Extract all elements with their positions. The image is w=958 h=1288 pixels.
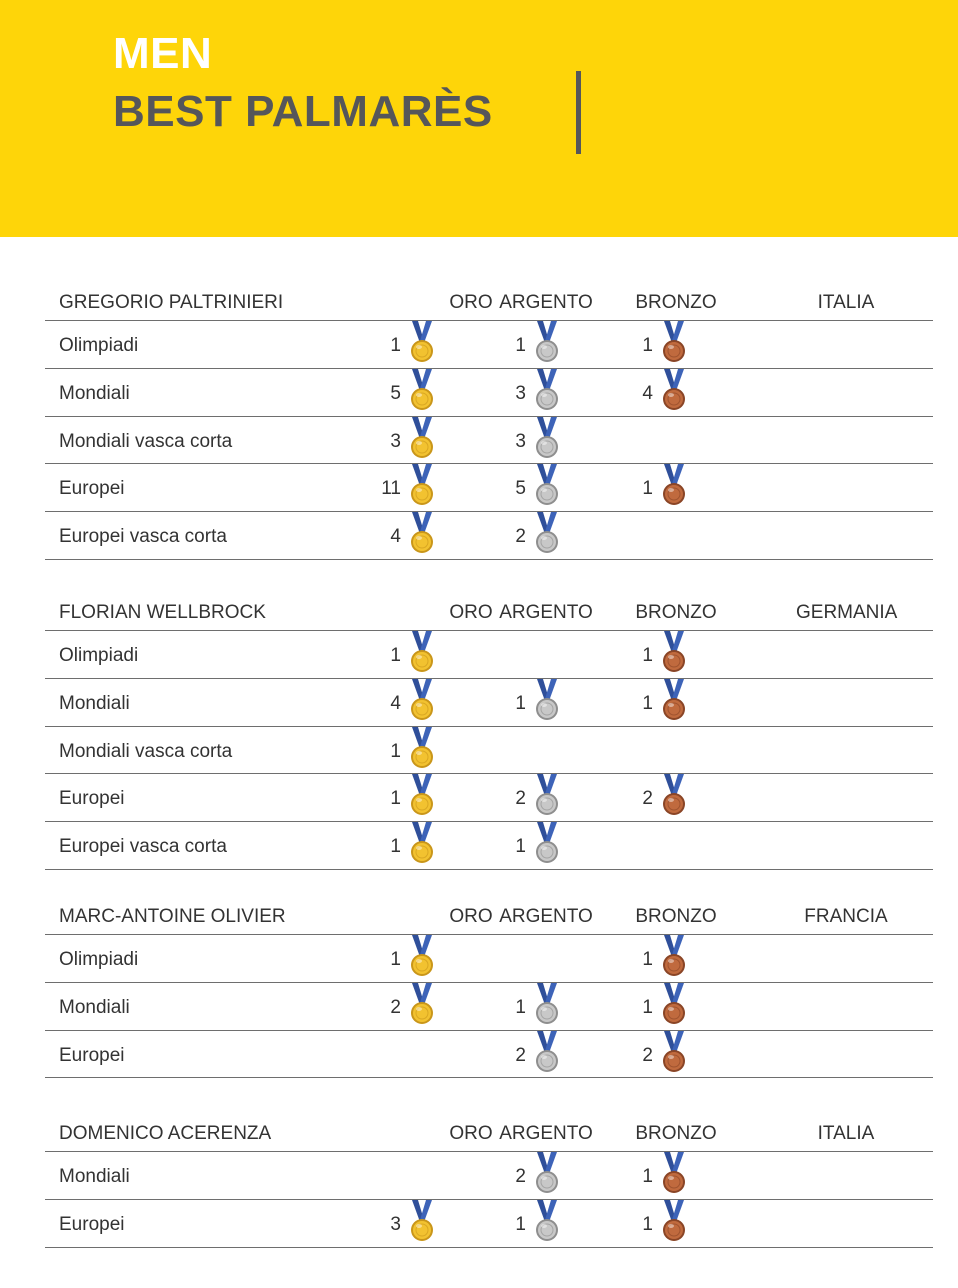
silver-medal-cell	[515, 321, 560, 365]
gold-medal-icon	[409, 631, 435, 675]
silver-medal-icon	[534, 1200, 560, 1244]
silver-count: 1	[515, 836, 526, 858]
silver-count: 2	[515, 788, 526, 810]
silver-medal-cell	[515, 983, 560, 1027]
gold-medal-icon	[409, 369, 435, 413]
table-header	[45, 1119, 933, 1152]
table-row	[45, 417, 933, 465]
gold-count: 1	[390, 740, 401, 762]
bronze-medal-icon	[661, 935, 687, 979]
column-header-bronzo: BRONZO	[635, 906, 717, 927]
gold-medal-icon	[409, 1200, 435, 1244]
event-name: Europei	[59, 1044, 125, 1066]
table-header	[45, 598, 933, 631]
silver-medal-cell	[515, 822, 560, 866]
gold-count: 1	[390, 335, 401, 356]
gold-medal-cell	[390, 983, 435, 1027]
bronze-count: 1	[642, 1213, 653, 1235]
silver-count: 1	[515, 996, 526, 1018]
gold-medal-cell	[390, 774, 435, 818]
column-header-argento: ARGENTO	[499, 1123, 593, 1144]
bronze-count: 1	[642, 692, 653, 714]
gold-count: 1	[390, 645, 401, 666]
gold-medal-cell	[390, 417, 435, 461]
silver-medal-cell	[515, 464, 560, 508]
bronze-medal-cell	[642, 1200, 687, 1244]
gold-count: 3	[390, 1213, 401, 1235]
gold-medal-cell	[390, 512, 435, 556]
gold-medal-icon	[409, 321, 435, 365]
silver-medal-icon	[534, 417, 560, 461]
silver-count: 3	[515, 430, 526, 452]
event-name: Mondiali	[59, 692, 130, 714]
gold-medal-icon	[409, 679, 435, 723]
header-banner	[0, 0, 958, 237]
column-header-argento: ARGENTO	[499, 906, 593, 927]
bronze-medal-cell	[642, 1152, 687, 1196]
silver-medal-icon	[534, 679, 560, 723]
gold-medal-cell	[381, 464, 435, 508]
bronze-count: 4	[642, 382, 653, 404]
silver-medal-icon	[534, 464, 560, 508]
bronze-count: 1	[642, 478, 653, 500]
event-name: Europei	[59, 788, 125, 810]
gold-medal-icon	[409, 935, 435, 979]
bronze-medal-cell	[642, 774, 687, 818]
bronze-medal-cell	[642, 464, 687, 508]
table-row	[45, 774, 933, 822]
column-header-oro: ORO	[449, 602, 493, 623]
bronze-medal-icon	[661, 321, 687, 365]
column-header-oro: ORO	[449, 1123, 493, 1144]
silver-medal-cell	[515, 512, 560, 556]
gold-medal-icon	[409, 983, 435, 1027]
table-row	[45, 464, 933, 512]
athlete-table	[45, 1119, 933, 1248]
gold-count: 5	[390, 382, 401, 404]
gold-count: 11	[381, 478, 401, 500]
table-row	[45, 321, 933, 369]
table-row	[45, 631, 933, 679]
event-name: Mondiali	[59, 1166, 130, 1187]
gold-count: 2	[390, 996, 401, 1018]
silver-medal-icon	[534, 512, 560, 556]
table-row	[45, 512, 933, 560]
gold-medal-icon	[409, 512, 435, 556]
bronze-count: 1	[642, 949, 653, 970]
silver-count: 2	[515, 1166, 526, 1187]
silver-count: 1	[515, 335, 526, 356]
event-name: Olimpiadi	[59, 645, 139, 666]
table-row	[45, 822, 933, 870]
gold-medal-icon	[409, 774, 435, 818]
silver-medal-cell	[515, 679, 560, 723]
table-row	[45, 935, 933, 983]
silver-count: 2	[515, 1044, 526, 1066]
column-header-oro: ORO	[449, 906, 493, 927]
column-header-bronzo: BRONZO	[635, 292, 717, 313]
silver-medal-cell	[515, 1152, 560, 1196]
table-row	[45, 679, 933, 727]
country-label: ITALIA	[817, 292, 875, 313]
country-label: GERMANIA	[796, 602, 898, 623]
bronze-medal-cell	[642, 983, 687, 1027]
title-men: MEN	[113, 29, 213, 78]
table-header	[45, 902, 933, 935]
title-divider	[576, 71, 581, 154]
silver-medal-icon	[534, 1152, 560, 1196]
event-name: Europei	[59, 478, 125, 500]
gold-medal-cell	[390, 679, 435, 723]
bronze-count: 1	[642, 335, 653, 356]
silver-medal-icon	[534, 369, 560, 413]
silver-medal-cell	[515, 1031, 560, 1075]
column-header-argento: ARGENTO	[499, 602, 593, 623]
athlete-name: GREGORIO PALTRINIERI	[59, 292, 284, 313]
silver-medal-icon	[534, 822, 560, 866]
event-name: Europei vasca corta	[59, 836, 227, 858]
table-row	[45, 983, 933, 1031]
bronze-medal-cell	[642, 679, 687, 723]
gold-medal-icon	[409, 464, 435, 508]
silver-count: 5	[515, 478, 526, 500]
bronze-count: 1	[642, 645, 653, 666]
event-name: Olimpiadi	[59, 949, 139, 970]
country-label: FRANCIA	[804, 906, 888, 927]
bronze-medal-icon	[661, 774, 687, 818]
bronze-count: 1	[642, 996, 653, 1018]
event-name: Europei vasca corta	[59, 526, 227, 548]
bronze-medal-cell	[642, 321, 687, 365]
silver-medal-icon	[534, 1031, 560, 1075]
bronze-medal-icon	[661, 631, 687, 675]
bronze-medal-icon	[661, 369, 687, 413]
athlete-table	[45, 288, 933, 560]
athlete-name: DOMENICO ACERENZA	[59, 1123, 272, 1144]
gold-medal-cell	[390, 935, 435, 979]
gold-medal-icon	[409, 727, 435, 771]
bronze-count: 2	[642, 1044, 653, 1066]
gold-medal-cell	[390, 1200, 435, 1244]
table-row	[45, 727, 933, 775]
bronze-medal-icon	[661, 464, 687, 508]
page-title: BEST PALMARÈS	[113, 87, 493, 136]
bronze-medal-icon	[661, 1031, 687, 1075]
gold-medal-cell	[390, 321, 435, 365]
bronze-medal-cell	[642, 631, 687, 675]
column-header-argento: ARGENTO	[499, 292, 593, 313]
event-name: Olimpiadi	[59, 335, 139, 356]
gold-count: 4	[390, 692, 401, 714]
column-header-bronzo: BRONZO	[635, 1123, 717, 1144]
event-name: Europei	[59, 1213, 125, 1235]
gold-medal-cell	[390, 727, 435, 771]
bronze-count: 1	[642, 1166, 653, 1187]
bronze-medal-icon	[661, 983, 687, 1027]
bronze-medal-icon	[661, 1200, 687, 1244]
silver-count: 2	[515, 526, 526, 548]
silver-count: 1	[515, 692, 526, 714]
bronze-count: 2	[642, 788, 653, 810]
gold-count: 1	[390, 949, 401, 970]
silver-medal-icon	[534, 774, 560, 818]
silver-medal-cell	[515, 1200, 560, 1244]
table-row	[45, 1152, 933, 1200]
gold-count: 3	[390, 430, 401, 452]
silver-medal-icon	[534, 983, 560, 1027]
bronze-medal-cell	[642, 1031, 687, 1075]
event-name: Mondiali vasca corta	[59, 430, 233, 452]
table-row	[45, 369, 933, 417]
gold-medal-icon	[409, 822, 435, 866]
silver-medal-cell	[515, 369, 560, 413]
silver-medal-icon	[534, 321, 560, 365]
gold-medal-cell	[390, 631, 435, 675]
athlete-name: FLORIAN WELLBROCK	[59, 602, 266, 623]
gold-count: 1	[390, 788, 401, 810]
silver-count: 1	[515, 1213, 526, 1235]
gold-medal-cell	[390, 822, 435, 866]
table-row	[45, 1031, 933, 1079]
country-label: ITALIA	[817, 1123, 875, 1144]
gold-count: 1	[390, 836, 401, 858]
bronze-medal-icon	[661, 1152, 687, 1196]
silver-medal-cell	[515, 417, 560, 461]
table-header	[45, 288, 933, 321]
bronze-medal-cell	[642, 369, 687, 413]
athlete-table	[45, 902, 933, 1078]
event-name: Mondiali	[59, 996, 130, 1018]
silver-count: 3	[515, 382, 526, 404]
table-row	[45, 1200, 933, 1248]
bronze-medal-icon	[661, 679, 687, 723]
event-name: Mondiali	[59, 382, 130, 404]
gold-medal-icon	[409, 417, 435, 461]
gold-medal-cell	[390, 369, 435, 413]
bronze-medal-cell	[642, 935, 687, 979]
athlete-table	[45, 598, 933, 870]
athlete-name: MARC-ANTOINE OLIVIER	[59, 906, 286, 927]
column-header-oro: ORO	[449, 292, 493, 313]
silver-medal-cell	[515, 774, 560, 818]
gold-count: 4	[390, 526, 401, 548]
column-header-bronzo: BRONZO	[635, 602, 717, 623]
event-name: Mondiali vasca corta	[59, 740, 233, 762]
